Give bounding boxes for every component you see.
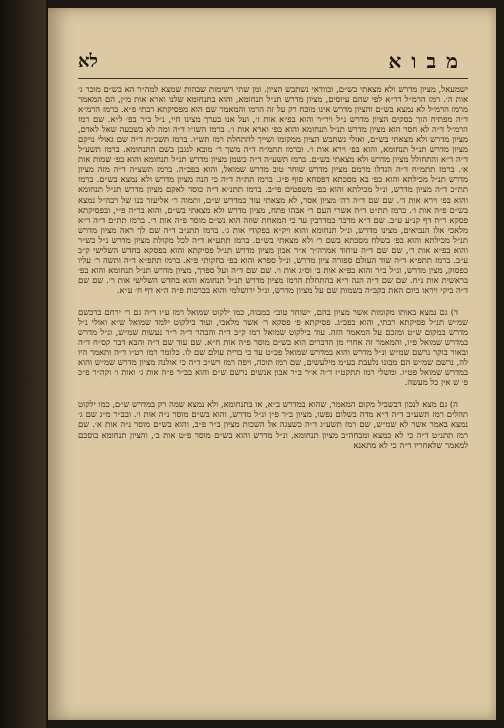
paragraph-1: ישמעאל, מציון מדרש ולא מצאתי בש״ם, ובוודאי נשתבש הציון. ומן שתי רשימות שבהות שמצא למה״ר הא בש״ם מוכר ג׳ אות ה׳. רמז הרמ״ל דר״א לפי שהם עיוסים, מציון מדרש תנ״ל תנחומא, והוא בתנחומא שלנו וארא אות מ״ן, הם המאמר מרמז הרמ״ל לא נמצא בש״ם והציון מדרש אינו מוכח רק על זה הרמו והמאמר שם הוא מפסיקתא רבתי פ״א. ברמז הרמ״א ד״ה מפתיח הוך בסקים הציון מדרש נ״ל ויר״ר והוא בפ״א אות ז׳, ועל אנו בערך מצינו חיי, נ״ל ב״ר בפ׳ ל״א. שם רמז הרמ״ל ד״ה לא חסר הוא מציון מדרש תנ״ל תנחומא והוא בפ׳ וארא אות ו׳. ברמז השז״ו ד״ה ומה לא בשבעה שאל לאדם, מציון מדרש ולא מצאתי בש״ם, ואולי נשתבש הציון ממקומו ושייך להתחלת רמז תש״ו. ברמז תשכ״ח ד״ה שם גאולי נויקם מציון מדרש תנ״ל תנחומא, והוא בפ׳ וירא אות ו׳. וברמז תתמ״ח ד״ה משך ר׳ מובא לנגבן בשם התנחומא. ברמז תשע״ל ד״ה ד״א והתחולל מציון מדרש ולא מצאתי בש״ם. ברמז תשע״ה ד״ה כשמן מציון מדרש תנ״ל תנחומא והוא בפ׳ שמות אות א׳. ברמז תתמ״ח ד״ה הגדלו מרמם מציון מדרש שוחר טוב מדרש שמואל, והוא בפכ״ה. ברמז תשצ״ה ד״ה מזה מציון מדרש תנ״ל מכילתא והוא בפ׳ בא מסכתא דפסחא סוף פ״ג. ברמז תת״ה ד״ה כי הנה מציון מדרש ולא נמצא בש״ם. ברמז תת״כ ד״ה מציון מדרש, ונ״ל מכילתא והוא בפ׳ משפטים פי״ב. ברמז תתנ״א ד״ה כוסר לאקם מציון מדרש תנ״ל תנחומא והוא בפ׳ וירא אות ד׳. שם שם ד״ה רה׳ מציון אסר, לא מצאתי עוד במדרש ש״ם, ותמוה ר׳ אליעזר בנו של רבה״ל נמצא בש״ם פ״ה אות ו׳. ברמז תת״ט ד״ה אשרי העם ר׳ אבהו פתח, מציון מדרש ולא מצאתי בש״ם, והוא בר״ה פ״י, ובפסיקתא פסקא ר״ח דף קנ״ע ע״ב. שם ד״א מדבר במדרבין עד כי המאחת שוזה הוא נש״ם מוסר פ״ה אות ר׳. ברמז תת״ם ד״ה ר״א מלאכי אלו הנביאים, מצינו מדרש, ונ״ל תנחומא והוא ויק״א בפקודי אות ג׳. ברמז תתנ״ב ד״ה שם לך ראה מציון מדרש תנ״ל מכילתא והוא בפ׳ בשלח מסכתא בשם ר׳ ולא מצאתי בש״ם. ברמז תתע״א ד״ה לכל מקולת מציון מדרש נ״ל בש״ר והוא בפ״א אות ר׳, שם שם ד״ה עיחוד אמרה״ך א״ר אבון מציון מדרש תנ״ל פסיקתא והוא בפסקא בחדש השלישי ק״ב ע״ב. ברמז תתפ״א ד״ה שוד העולם ספורה ציון מדרש, ונ״ל ספרא והוא בפ׳ בחקותי פ״א. ברמז תתפ״א ד״ה ותשה ר׳ עליו כפסוק, מצין מדרש, ונ״ל ב״ר והוא בפ״א אות ב׳ וס״ג אות ו׳. שם שם ד״ה ועל ספרך, מציון מדרש תנ״ל תנחומא והוא בפ׳ בראשית אות נ״ח. שם שם ד״ה הנה ר״א בהתחלת הרמז מציון מדרש תנ״ל תנחומא והוא בחדש השלישי אות ר׳. שם שם ד״ה ביקי ויראו ביום האת בקב״ה בשמות שם על מציון מדרש, ונ״ל ירושלמי והוא בברכות פ״ה ה״א דף ח׳ ע״א. (78, 84, 468, 295)
book-spine (0, 0, 46, 728)
header-rule (78, 78, 468, 79)
paragraph-3: ה) גם מצא לנכון דבשביל מקום המאמר, שהוא במדרש ב״א, או בתנחומא, ולא נמצא שמה רק במדרש ש״ם, כמו ילקוט תהלים רמז תשע״ב ד״ה ד״א מדה בשלום נפשו, מציון ב״ר פ״ן ונ״ל מדרש, והוא בש״ם מוסר נ״ה אות ו׳. ובב״ר מ״ג שם ג׳ נמצא באמר אשר לא שמ״ש, שם רמז תשע״ג ד״ה כשצגה אל השכות מציון ב״ר פ״ב, והוא בש״ם מוסר נ״ה אות א׳. שם רמז תתנ״ט ד״ה כי לא כמצא ומבחה״ב מציון תנחומא, ונ״ל מדרש והוא בש״ם מוסר פ״ט אות ב׳, והציון תנחומא בוסכם למאמר שלאחריו ד״ה כי לא מתאנא (78, 399, 468, 450)
page-header (78, 48, 468, 74)
running-title: מבוא (388, 48, 468, 73)
book-page (48, 8, 496, 720)
paragraph-gap (78, 387, 468, 399)
page-number: לא (78, 50, 98, 72)
paragraph-gap (78, 295, 468, 307)
paragraph-2: ד) גם נמצא באותו מקומות אשר מציון בהם, ״שוחר טוב״ במבוה, כמו ילקוט שמואל רמז ע״ו ד״ה גם ר׳ ירחם ברכשם שמ״ש תנ״ל פסיקתא רבתי, והוא בפכ״ג. פסיקתא פ׳ פסקא ר׳ אשר מלאכי, ועוד בילקוט ילמד שמואל ש״א ואולי נ״ל מדרש במקום ש״ט ומזכם על המאמר הזה. עוד בילקוט שמואל רמז ק״ב ד״ה והבהר ד״ה ר״ר נעשות שמ״ש, ונ״ל מדרש במדרש שמואל פ״ו, והמאמר זה אחרי מן הדברים הוא בש״ם מוסר פ״ה אות ח״א. שם עוד שם ד״ה והבא דבר קס״ח ד״ה ובאור בוקר נרשם שמ״ש ונ״ל מדרש והוא במדרש שמואל פכ״ט עד כי ברית עולם שם לו. כלומר רמז רט״ו ד״ה ותאמר היו לה, נרשם שמ״ש הם מבונו נלעבת בע״מ מילעשים, שם רמז תוכה, ויפה רמז רש״כ ד״ה כי אולנה מציון מדרש שמ״ש והוא במדרש שמואל פט״ו. ומשלי רמז תתקט״ז ד״ה א״ר ב״ר אבון אנשים נרשם ש״ם והוא בב״ר פ״ה אות ג׳ ואות ו׳ וקה״ר פ״ב פ׳ ש אין כל מעשה. (78, 306, 468, 388)
page-body (78, 84, 468, 690)
